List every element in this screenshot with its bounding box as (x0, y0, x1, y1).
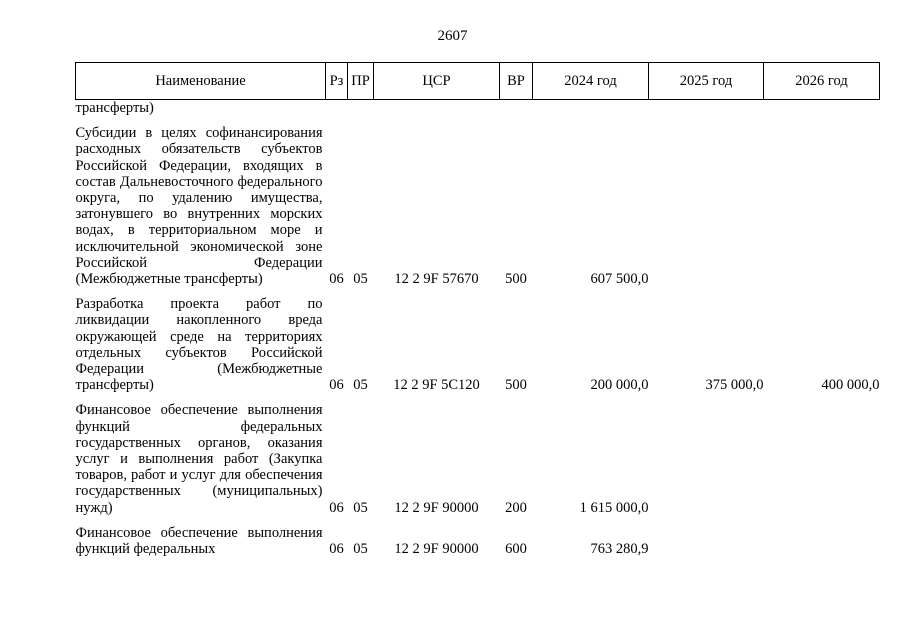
row-csr: 12 2 9F 90000 (394, 541, 479, 558)
row-2026 (764, 393, 880, 515)
row-2024: 607 500,0 (590, 271, 649, 288)
row-2025 (649, 116, 764, 287)
row-csr (374, 100, 500, 117)
header-2026: 2026 год (764, 63, 880, 100)
row-csr: 12 2 9F 90000 (394, 499, 479, 516)
row-rz: 06 (329, 499, 344, 516)
header-pr: ПР (348, 63, 374, 100)
row-pr: 05 (353, 499, 368, 516)
row-pr: 05 (353, 377, 368, 394)
row-rz: 06 (329, 541, 344, 558)
table-row (76, 100, 880, 117)
header-csr: ЦСР (374, 63, 500, 100)
row-2024: 763 280,9 (590, 541, 649, 558)
row-rz: 06 (329, 377, 344, 394)
table-row (76, 287, 880, 393)
row-csr: 12 2 9F 5C120 (393, 377, 480, 394)
table-header-row (76, 63, 880, 100)
row-name: Разработка проекта работ по ликвидации накопленного вреда окружающей среде на территориях отдельных субъектов Российской Федерации (Межбюджетные трансферты) (75, 296, 323, 394)
header-vr: ВР (500, 63, 533, 100)
row-name: Финансовое обеспечение выполнения функций федеральных (75, 524, 323, 558)
header-name: Наименование (76, 63, 326, 100)
row-name: Финансовое обеспечение выполнения функций федеральных государственных органов, оказания услуг и выполнения работ (Закупка товаров, работ и услуг для обеспечения государственных (муниципальных) нужд) (75, 402, 323, 516)
row-2024: 1 615 000,0 (579, 499, 649, 516)
table-row (76, 116, 880, 287)
row-2026 (764, 100, 880, 117)
row-vr (500, 100, 533, 117)
row-2025: 375 000,0 (705, 377, 764, 394)
row-pr: 05 (353, 271, 368, 288)
row-pr: 05 (353, 541, 368, 558)
header-2025: 2025 год (649, 63, 764, 100)
row-2026: 400 000,0 (821, 377, 880, 394)
row-2025 (649, 393, 764, 515)
row-2026 (764, 116, 880, 287)
row-rz (326, 100, 348, 117)
row-2025 (649, 100, 764, 117)
table-row (76, 516, 880, 557)
row-vr: 500 (505, 377, 527, 394)
row-2026 (764, 516, 880, 557)
page-number: 2607 (437, 28, 468, 44)
row-2025 (649, 516, 764, 557)
row-csr: 12 2 9F 57670 (394, 271, 479, 288)
budget-table (75, 62, 880, 557)
row-vr: 500 (505, 271, 527, 288)
row-2024 (533, 100, 649, 117)
header-2024: 2024 год (533, 63, 649, 100)
row-name: трансферты) (75, 100, 154, 116)
table-row (76, 393, 880, 515)
row-2024: 200 000,0 (590, 377, 649, 394)
row-vr: 200 (505, 499, 527, 516)
header-rz: Рз (326, 63, 348, 100)
row-name: Субсидии в целях софинансирования расходных обязательств субъектов Российской Федерации, входящих в состав Дальневосточного федерального округа, по удалению имущества, затонувшего во внутренних морских водах, в территориальном море и исключительной экономической зоне Российской Федерации (Межбюджетные трансферты) (75, 125, 323, 288)
row-vr: 600 (505, 541, 527, 558)
row-rz: 06 (329, 271, 344, 288)
row-pr (348, 100, 374, 117)
